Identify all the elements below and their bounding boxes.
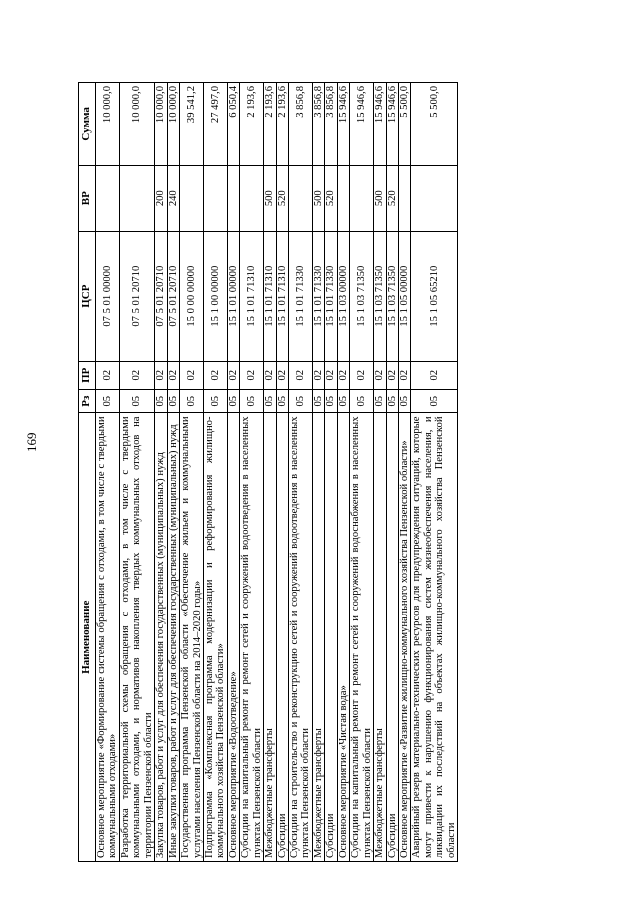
cell-rz: 05 bbox=[398, 389, 410, 413]
cell-sum: 39 541,2 bbox=[180, 83, 204, 166]
cell-sum: 5 500,0 bbox=[411, 83, 458, 166]
cell-sum: 3 856,8 bbox=[289, 83, 313, 166]
header-csr: ЦСР bbox=[79, 231, 96, 361]
cell-name: Межбюджетные трансферты bbox=[312, 413, 324, 862]
cell-rz: 05 bbox=[96, 389, 120, 413]
cell-csr: 07 5 01 00000 bbox=[96, 231, 120, 361]
cell-pr: 02 bbox=[96, 361, 120, 389]
cell-csr: 15 1 03 71350 bbox=[386, 231, 398, 361]
table-row bbox=[155, 83, 167, 862]
cell-csr: 15 1 01 71310 bbox=[240, 231, 264, 361]
cell-pr: 02 bbox=[180, 361, 204, 389]
cell-sum: 6 050,4 bbox=[227, 83, 239, 166]
cell-sum: 10 000,0 bbox=[96, 83, 120, 166]
cell-sum: 15 946,6 bbox=[337, 83, 349, 166]
table-row bbox=[167, 83, 179, 862]
table-row bbox=[227, 83, 239, 862]
cell-pr: 02 bbox=[203, 361, 227, 389]
cell-vr bbox=[289, 165, 313, 231]
cell-vr bbox=[411, 165, 458, 231]
cell-csr: 15 1 03 71350 bbox=[350, 231, 374, 361]
budget-table bbox=[78, 82, 458, 862]
cell-name: Субсидии bbox=[386, 413, 398, 862]
cell-rz: 05 bbox=[155, 389, 167, 413]
cell-vr bbox=[96, 165, 120, 231]
cell-rz: 05 bbox=[325, 389, 337, 413]
cell-sum: 10 000,0 bbox=[167, 83, 179, 166]
cell-csr: 07 5 01 20710 bbox=[167, 231, 179, 361]
cell-vr bbox=[350, 165, 374, 231]
table-row bbox=[96, 83, 120, 862]
header-rz: Рз bbox=[79, 389, 96, 413]
cell-pr: 02 bbox=[337, 361, 349, 389]
cell-sum: 3 856,8 bbox=[325, 83, 337, 166]
cell-csr: 07 5 01 20710 bbox=[155, 231, 167, 361]
cell-vr: 520 bbox=[325, 165, 337, 231]
cell-csr: 15 1 01 71310 bbox=[264, 231, 276, 361]
cell-vr bbox=[398, 165, 410, 231]
table-row bbox=[119, 83, 154, 862]
cell-rz: 05 bbox=[119, 389, 154, 413]
table-row bbox=[337, 83, 349, 862]
cell-name: Разработка территориальной схемы обращения с отходами, в том числе с твердыми коммунальными отходами, и нормативов накопления твердых коммунальных отходов на территории Пензенской области bbox=[119, 413, 154, 862]
cell-sum: 15 946,6 bbox=[374, 83, 386, 166]
cell-csr: 15 0 00 00000 bbox=[180, 231, 204, 361]
cell-name: Субсидии bbox=[276, 413, 288, 862]
table-row bbox=[386, 83, 398, 862]
cell-csr: 15 1 01 71330 bbox=[312, 231, 324, 361]
cell-vr: 520 bbox=[276, 165, 288, 231]
cell-name: Иные закупки товаров, работ и услуг для обеспечения государственных (муниципальных) нужд bbox=[167, 413, 179, 862]
table-body bbox=[96, 83, 458, 862]
cell-csr: 15 1 03 71350 bbox=[374, 231, 386, 361]
table-row bbox=[289, 83, 313, 862]
cell-rz: 05 bbox=[276, 389, 288, 413]
cell-pr: 02 bbox=[155, 361, 167, 389]
cell-pr: 02 bbox=[411, 361, 458, 389]
cell-csr: 07 5 01 20710 bbox=[119, 231, 154, 361]
cell-rz: 05 bbox=[227, 389, 239, 413]
cell-vr: 500 bbox=[264, 165, 276, 231]
cell-name: Межбюджетные трансферты bbox=[374, 413, 386, 862]
cell-pr: 02 bbox=[119, 361, 154, 389]
cell-pr: 02 bbox=[264, 361, 276, 389]
cell-vr bbox=[227, 165, 239, 231]
cell-pr: 02 bbox=[325, 361, 337, 389]
table-row bbox=[411, 83, 458, 862]
table-header-row bbox=[79, 83, 96, 862]
cell-csr: 15 1 01 71330 bbox=[289, 231, 313, 361]
cell-rz: 05 bbox=[312, 389, 324, 413]
cell-vr bbox=[337, 165, 349, 231]
cell-csr: 15 1 01 00000 bbox=[227, 231, 239, 361]
cell-csr: 15 1 05 65210 bbox=[411, 231, 458, 361]
cell-sum: 10 000,0 bbox=[119, 83, 154, 166]
table-row bbox=[350, 83, 374, 862]
cell-pr: 02 bbox=[240, 361, 264, 389]
cell-name: Основное мероприятие «Водоотведение» bbox=[227, 413, 239, 862]
cell-name: Основное мероприятие «Формирование системы обращения с отходами, в том числе с твердыми коммунальными отходами» bbox=[96, 413, 120, 862]
cell-name: Основное мероприятие «Развитие жилищно-коммунального хозяйства Пензенской области» bbox=[398, 413, 410, 862]
cell-rz: 05 bbox=[180, 389, 204, 413]
cell-vr: 240 bbox=[167, 165, 179, 231]
table-row bbox=[240, 83, 264, 862]
cell-vr: 520 bbox=[386, 165, 398, 231]
cell-name: Межбюджетные трансферты bbox=[264, 413, 276, 862]
cell-sum: 27 497,0 bbox=[203, 83, 227, 166]
header-name: Наименование bbox=[79, 413, 96, 862]
cell-csr: 15 1 00 00000 bbox=[203, 231, 227, 361]
cell-sum: 2 193,6 bbox=[240, 83, 264, 166]
table-row bbox=[264, 83, 276, 862]
cell-rz: 05 bbox=[167, 389, 179, 413]
cell-name: Субсидии bbox=[325, 413, 337, 862]
cell-rz: 05 bbox=[240, 389, 264, 413]
cell-sum: 2 193,6 bbox=[276, 83, 288, 166]
cell-vr: 500 bbox=[312, 165, 324, 231]
cell-pr: 02 bbox=[312, 361, 324, 389]
cell-csr: 15 1 05 00000 bbox=[398, 231, 410, 361]
table-row bbox=[374, 83, 386, 862]
cell-rz: 05 bbox=[289, 389, 313, 413]
cell-rz: 05 bbox=[337, 389, 349, 413]
rotated-table-wrapper bbox=[78, 82, 640, 862]
cell-pr: 02 bbox=[350, 361, 374, 389]
cell-sum: 3 856,8 bbox=[312, 83, 324, 166]
cell-csr: 15 1 03 00000 bbox=[337, 231, 349, 361]
header-pr: ПР bbox=[79, 361, 96, 389]
cell-rz: 05 bbox=[264, 389, 276, 413]
cell-rz: 05 bbox=[203, 389, 227, 413]
cell-name: Подпрограмма «Комплексная программа модернизации и реформирования жилищно-коммунального хозяйства Пензенской области» bbox=[203, 413, 227, 862]
page-number: 169 bbox=[24, 432, 39, 452]
cell-sum: 10 000,0 bbox=[155, 83, 167, 166]
cell-csr: 15 1 01 71310 bbox=[276, 231, 288, 361]
cell-sum: 2 193,6 bbox=[264, 83, 276, 166]
cell-rz: 05 bbox=[386, 389, 398, 413]
cell-pr: 02 bbox=[289, 361, 313, 389]
cell-name: Субсидии на капитальный ремонт и ремонт сетей и сооружений водоснабжения в населенных пунктах Пензенской области bbox=[350, 413, 374, 862]
table-row bbox=[180, 83, 204, 862]
cell-sum: 15 946,6 bbox=[350, 83, 374, 166]
table-row bbox=[398, 83, 410, 862]
cell-vr bbox=[119, 165, 154, 231]
cell-pr: 02 bbox=[227, 361, 239, 389]
cell-pr: 02 bbox=[167, 361, 179, 389]
cell-name: Государственная программа Пензенской области «Обеспечение жильем и коммунальными услугами населения Пензенской области на 2014–2020 годы» bbox=[180, 413, 204, 862]
cell-name: Аварийный резерв материально-технических ресурсов для предупреждения ситуаций, которые могут привести к нарушению функционирования систем жизнеобеспечения населения, и ликвидации их последствий на объектах жилищно-коммунального хозяйства Пензенской области bbox=[411, 413, 458, 862]
cell-name: Субсидии на строительство и реконструкцию сетей и сооружений водоотведения в населенных пунктах Пензенской области bbox=[289, 413, 313, 862]
cell-rz: 05 bbox=[374, 389, 386, 413]
cell-vr: 500 bbox=[374, 165, 386, 231]
cell-vr bbox=[180, 165, 204, 231]
cell-sum: 5 500,0 bbox=[398, 83, 410, 166]
cell-sum: 15 946,6 bbox=[386, 83, 398, 166]
cell-name: Основное мероприятие «Чистая вода» bbox=[337, 413, 349, 862]
cell-rz: 05 bbox=[411, 389, 458, 413]
header-vr: ВР bbox=[79, 165, 96, 231]
cell-csr: 15 1 01 71330 bbox=[325, 231, 337, 361]
cell-pr: 02 bbox=[398, 361, 410, 389]
cell-rz: 05 bbox=[350, 389, 374, 413]
table-row bbox=[203, 83, 227, 862]
cell-vr bbox=[240, 165, 264, 231]
table-row bbox=[325, 83, 337, 862]
cell-name: Закупка товаров, работ и услуг для обеспечения государственных (муниципальных) нужд bbox=[155, 413, 167, 862]
cell-pr: 02 bbox=[276, 361, 288, 389]
table-row bbox=[312, 83, 324, 862]
cell-vr: 200 bbox=[155, 165, 167, 231]
cell-pr: 02 bbox=[386, 361, 398, 389]
table-row bbox=[276, 83, 288, 862]
header-sum: Сумма bbox=[79, 83, 96, 166]
cell-vr bbox=[203, 165, 227, 231]
cell-pr: 02 bbox=[374, 361, 386, 389]
cell-name: Субсидии на капитальный ремонт и ремонт сетей и сооружений водоотведения в населенных пунктах Пензенской области bbox=[240, 413, 264, 862]
